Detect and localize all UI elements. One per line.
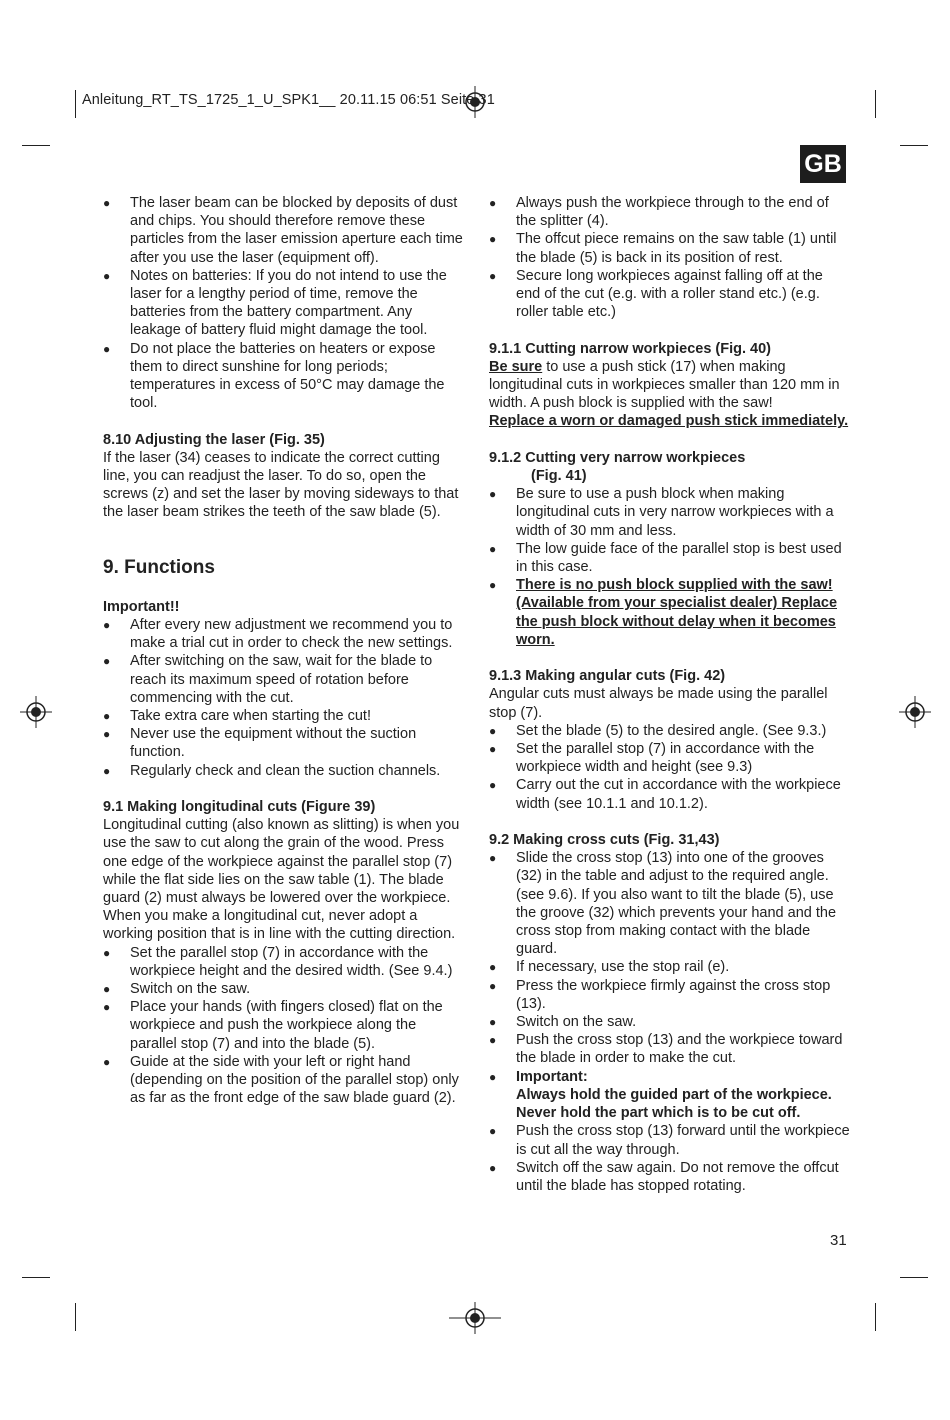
bullet-icon: ● xyxy=(103,618,111,633)
bullet-icon: ● xyxy=(103,196,111,210)
list-item: ● Secure long workpieces against falling off at the end of the cut (e.g. with a roller stand etc.) (e.g. roller table etc.) xyxy=(489,267,823,321)
bullet-icon: ● xyxy=(103,654,111,669)
language-badge: GB xyxy=(800,145,846,183)
list-item: ● Carry out the cut in accordance with the workpiece width (see 10.1.1 and 10.1.2). xyxy=(489,777,841,812)
list-item: ● Switch on the saw. xyxy=(489,1014,637,1031)
list-item: ● Set the blade (5) to the desired angle. (See 9.3.) xyxy=(489,722,827,739)
list-item: ● The laser beam can be blocked by deposits of dust and chips. You should therefore remove these particles from the laser emission aperture each time after you use the laser (equipment off). xyxy=(103,195,463,266)
list-item: ● If necessary, use the stop rail (e). xyxy=(489,959,730,976)
crop-mark xyxy=(22,1277,50,1278)
bullet-icon: ● xyxy=(489,578,497,593)
bullet-icon: ● xyxy=(489,1033,497,1048)
section-heading: 9.1.2 Cutting very narrow workpieces xyxy=(489,449,746,466)
bullet-icon: ● xyxy=(103,268,111,283)
list-item: ● Push the cross stop (13) and the workpiece toward the blade in order to make the cut. xyxy=(489,1032,843,1067)
bullet-icon: ● xyxy=(489,742,497,757)
bullet-icon: ● xyxy=(103,763,111,778)
list-item: ● Press the workpiece firmly against the cross stop (13). xyxy=(489,977,831,1012)
emphasis-text: Be sure xyxy=(489,358,543,375)
section-heading: 9.1.1 Cutting narrow workpieces (Fig. 40) xyxy=(489,340,772,357)
registration-mark-icon xyxy=(20,696,52,728)
paragraph: Longitudinal cutting (also known as slitting) is when you use the saw to cut along the grain of the wood. Press one edge of the workpiece against the parallel stop (7) while the flat side lies on the saw table (1). The blade guard (2) must always be lowered over the workpiece. xyxy=(103,817,460,907)
bullet-icon: ● xyxy=(489,723,497,738)
crop-mark xyxy=(22,145,50,146)
bullet-icon: ● xyxy=(489,541,497,556)
bullet-icon: ● xyxy=(489,978,497,993)
bullet-icon: ● xyxy=(489,851,497,866)
list-item: ● Slide the cross stop (13) into one of the grooves (32) in the table and adjust to the required angle. (see 9.6). If you also want to tilt the blade (5), use the groove (32) which prevents your hand and the cross stop from making contact with the blade guard. xyxy=(489,850,837,958)
important-label: Important: xyxy=(516,1068,588,1085)
bullet-icon: ● xyxy=(489,487,497,502)
warning-text: There is no push block supplied with the saw! (Available from your specialist dealer) Replace the push block without delay when it becomes worn. xyxy=(516,577,838,648)
list-item: ● After switching on the saw, wait for the blade to reach its maximum speed of rotation before commencing with the cut. xyxy=(103,653,433,706)
crop-mark xyxy=(75,1303,76,1331)
paragraph: When you make a longitudinal cut, never adopt a working position that is in line with the cutting direction. xyxy=(103,908,456,943)
crop-mark xyxy=(875,1303,876,1331)
bullet-icon: ● xyxy=(489,1124,497,1139)
list-item: ● Notes on batteries: If you do not intend to use the laser for a lengthy period of time, remove the batteries from the battery compartment. Any leakage of battery fluid might damage the tool. xyxy=(103,267,447,339)
warning-text: Replace a worn or damaged push stick immediately. xyxy=(489,413,849,430)
section-heading: 9.1.3 Making angular cuts (Fig. 42) xyxy=(489,668,726,685)
important-label: Important!! xyxy=(103,598,180,615)
list-item xyxy=(489,576,851,649)
bullet-icon: ● xyxy=(489,196,497,210)
list-item: ● Guide at the side with your left or right hand (depending on the position of the parallel stop) only as far as the front edge of the saw blade guard (2). xyxy=(103,1053,459,1107)
bullet-icon: ● xyxy=(489,960,497,975)
crop-mark xyxy=(875,90,876,118)
list-item: ● Regularly check and clean the suction channels. xyxy=(103,762,441,779)
bullet-icon: ● xyxy=(489,1160,497,1175)
list-item: ● Always push the workpiece through to the end of the splitter (4). xyxy=(489,195,829,230)
list-item: ● Never use the equipment without the suction function. xyxy=(103,726,417,761)
section-heading: 9.2 Making cross cuts (Fig. 31,43) xyxy=(489,832,720,849)
right-column xyxy=(489,194,851,1195)
paragraph: Be sure to use a push stick (17) when making longitudinal cuts in workpieces smaller than 120 mm in width. A push block is supplied with the saw! xyxy=(489,358,840,412)
registration-mark-icon xyxy=(899,696,931,728)
page-number: 31 xyxy=(830,1232,847,1249)
bullet-icon: ● xyxy=(103,982,111,997)
list-item: ● Push the cross stop (13) forward until the workpiece is cut all the way through. xyxy=(489,1123,850,1158)
crop-mark xyxy=(900,145,928,146)
left-column xyxy=(103,194,463,1108)
bullet-icon: ● xyxy=(103,341,111,356)
bullet-icon: ● xyxy=(103,709,111,724)
list-item xyxy=(489,1068,851,1123)
section-heading: 9.1 Making longitudinal cuts (Figure 39) xyxy=(103,799,376,816)
crop-mark xyxy=(900,1277,928,1278)
list-item: ● Take extra care when starting the cut! xyxy=(103,708,371,725)
registration-mark-icon xyxy=(449,1302,501,1334)
list-item: ● Place your hands (with fingers closed) flat on the workpiece and push the workpiece along the parallel stop (7) and into the blade (5). xyxy=(103,999,443,1052)
crop-mark xyxy=(75,90,76,118)
bullet-icon: ● xyxy=(489,1069,497,1084)
bullet-icon: ● xyxy=(489,1015,497,1030)
paragraph: Angular cuts must always be made using the parallel stop (7). xyxy=(489,686,828,721)
paragraph: If the laser (34) ceases to indicate the correct cutting line, you can readjust the laser. To do so, open the screws (z) and set the laser by moving sideways to that the laser beam strikes the teeth of the saw blade (5). xyxy=(103,449,459,521)
list-item: ● Do not place the batteries on heaters or expose them to direct sunshine for long periods; temperatures in excess of 50°C may damage the tool. xyxy=(103,340,445,412)
list-item: ● The offcut piece remains on the saw table (1) until the blade (5) is back in its position of rest. xyxy=(489,231,837,266)
list-item: ● Be sure to use a push block when making longitudinal cuts in very narrow workpieces with a width of 30 mm and less. xyxy=(489,486,834,539)
bullet-icon: ● xyxy=(103,727,111,742)
bullet-icon: ● xyxy=(489,778,497,793)
section-heading: 8.10 Adjusting the laser (Fig. 35) xyxy=(103,431,325,448)
list-item: ● The low guide face of the parallel stop is best used in this case. xyxy=(489,540,842,576)
list-item: ● Switch on the saw. xyxy=(103,981,251,998)
chapter-heading: 9. Functions xyxy=(103,556,215,578)
list-item: ● Switch off the saw again. Do not remove the offcut until the blade has stopped rotating. xyxy=(489,1159,839,1194)
list-item: ● After every new adjustment we recommend you to make a trial cut in order to check the new settings. xyxy=(103,617,453,652)
bullet-icon: ● xyxy=(489,268,497,283)
list-item: ● Set the parallel stop (7) in accordance with the workpiece width and height (see 9.3) xyxy=(489,741,815,776)
list-item: ● Set the parallel stop (7) in accordance with the workpiece height and the desired width. (See 9.4.) xyxy=(103,944,453,979)
section-heading-figure: (Fig. 41) xyxy=(531,468,587,485)
important-text: Always hold the guided part of the workpiece. Never hold the part which is to be cut off. xyxy=(516,1086,832,1122)
bullet-icon: ● xyxy=(103,945,111,960)
bullet-icon: ● xyxy=(103,1054,111,1069)
print-file-info: Anleitung_RT_TS_1725_1_U_SPK1__ 20.11.15 06:51 Seite 31 xyxy=(82,92,495,108)
bullet-icon: ● xyxy=(103,1000,111,1015)
bullet-icon: ● xyxy=(489,232,497,247)
